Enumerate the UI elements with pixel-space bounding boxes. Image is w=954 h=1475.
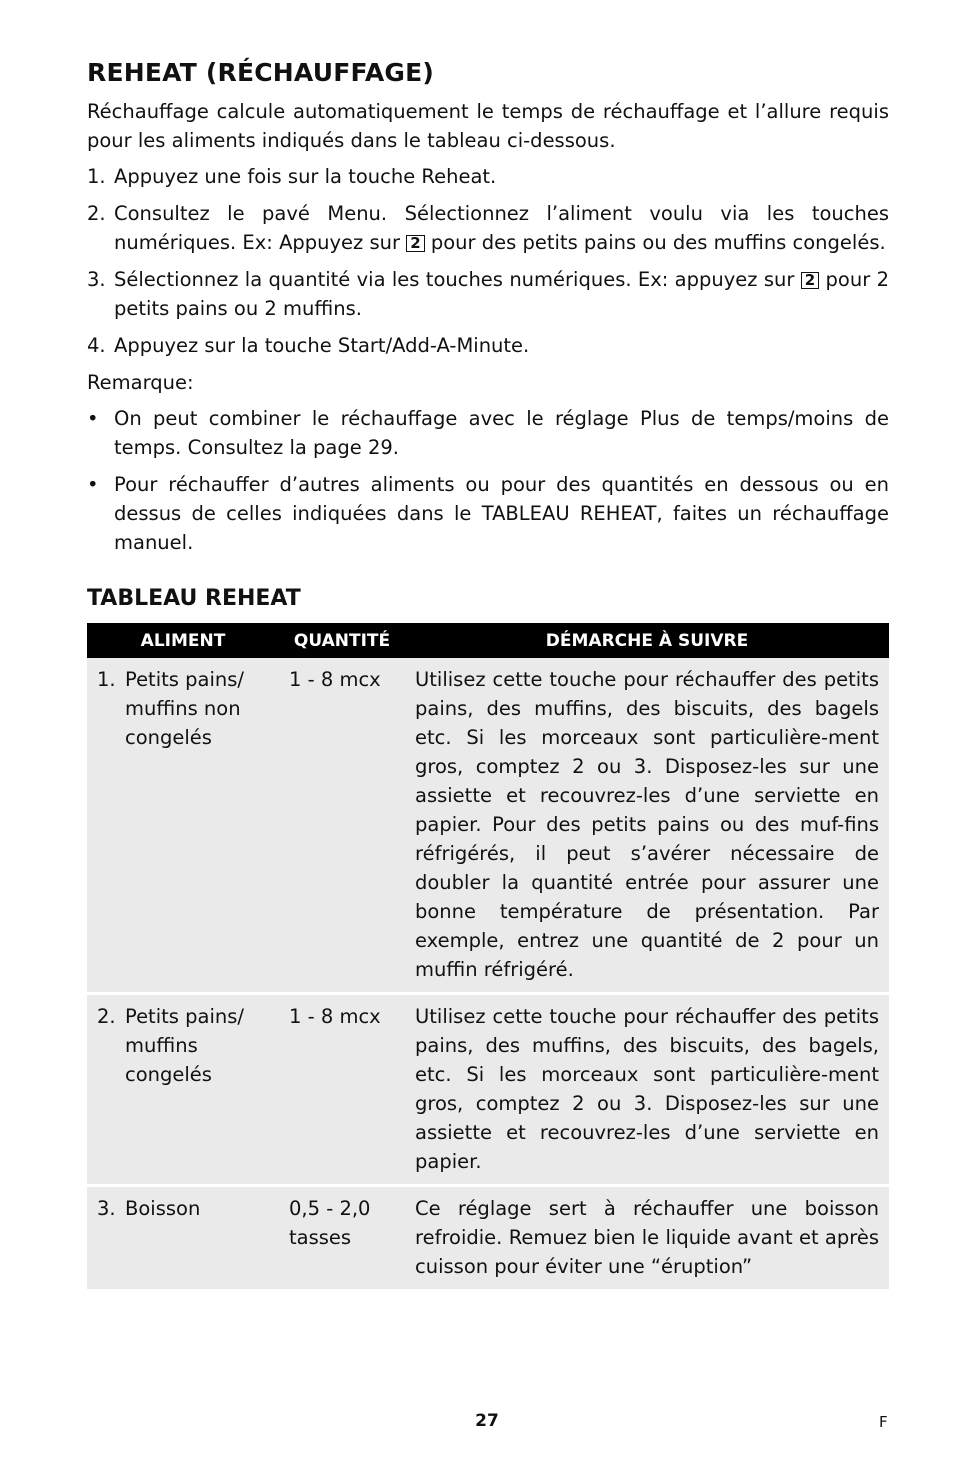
desc-cell: Utilisez cette touche pour réchauffer des petits pains, des muffins, des biscuits, des bagels etc. Si les morceaux sont particulière-ment gros, comptez 2 ou 3. Disposez-les sur une assiette et recouvrez-les d’une serviette en papier. Pour des petits pains ou des muf-fins réfrigérés, il peut s’avérer nécessaire de doubler la quantité entrée pour assurer une bonne température de présentation. Par exemple, entrez une quantité de 2 pour un muffin réfrigéré.: [405, 658, 889, 994]
qty-cell: 0,5 - 2,0 tasses: [279, 1186, 405, 1290]
step-3: [87, 265, 889, 323]
table-header-row: [87, 623, 889, 658]
food-cell: [87, 994, 279, 1186]
header-qty: QUANTITÉ: [279, 623, 405, 658]
page-title: REHEAT (RÉCHAUFFAGE): [87, 58, 435, 87]
bullet-icon: •: [87, 407, 99, 430]
note-text: On peut combiner le réchauffage avec le réglage Plus de temps/moins de temps. Consultez la page 29.: [114, 407, 889, 459]
manual-page: [87, 58, 889, 1289]
table-row: [87, 1186, 889, 1290]
row-number: 2.: [97, 1005, 116, 1028]
food-name: Petits pains/ muffins congelés: [125, 1005, 244, 1086]
step-text: Appuyez une fois sur la touche Reheat.: [114, 165, 497, 188]
page-number: 27: [475, 1411, 499, 1431]
step-number: 3.: [87, 268, 106, 291]
step-number: 4.: [87, 334, 106, 357]
step-2: [87, 199, 889, 257]
remark-label: Remarque:: [87, 371, 194, 394]
table-row: [87, 994, 889, 1186]
row-number: 3.: [97, 1197, 116, 1220]
table-title: TABLEAU REHEAT: [87, 586, 301, 611]
step-1: [87, 162, 889, 191]
bullet-icon: •: [87, 473, 99, 496]
header-food: ALIMENT: [87, 623, 279, 658]
step-text-pre: Sélectionnez la quantité via les touches numériques. Ex: appuyez sur: [114, 268, 801, 291]
food-cell: [87, 658, 279, 994]
qty-cell: 1 - 8 mcx: [279, 658, 405, 994]
food-cell: [87, 1186, 279, 1290]
step-text: Appuyez sur la touche Start/Add-A-Minute.: [114, 334, 530, 357]
header-steps: DÉMARCHE À SUIVRE: [405, 623, 889, 658]
note-2: [87, 470, 889, 557]
step-4: [87, 331, 889, 360]
step-text-post: pour des petits pains ou des muffins congelés.: [424, 231, 886, 254]
qty-cell: 1 - 8 mcx: [279, 994, 405, 1186]
note-text: Pour réchauffer d’autres aliments ou pour des quantités en dessous ou en dessus de celles indiquées dans le TABLEAU REHEAT, faites un réchauffage manuel.: [114, 473, 889, 554]
key-2-icon: 2: [406, 235, 424, 252]
table-row: [87, 658, 889, 994]
step-text-pre: Consultez le pavé Menu. Sélectionnez l’aliment voulu via les touches numériques. Ex: Appuyez sur: [114, 202, 889, 254]
reheat-table: [87, 623, 889, 1289]
desc-cell: Ce réglage sert à réchauffer une boisson refroidie. Remuez bien le liquide avant et après cuisson pour éviter une “éruption”: [405, 1186, 889, 1290]
step-number: 1.: [87, 165, 106, 188]
row-number: 1.: [97, 668, 116, 691]
food-name: Boisson: [125, 1197, 201, 1220]
steps-list: [87, 162, 889, 360]
intro-paragraph: Réchauffage calcule automatiquement le temps de réchauffage et l’allure requis pour les aliments indiqués dans le tableau ci-dessous.: [87, 100, 889, 152]
desc-cell: Utilisez cette touche pour réchauffer des petits pains, des muffins, des biscuits, des bagels, etc. Si les morceaux sont particulière-ment gros, comptez 2 ou 3. Disposez-les sur une assiette et recouvrez-les d’une serviette en papier.: [405, 994, 889, 1186]
note-1: [87, 404, 889, 462]
step-text-post: pour 2 petits pains ou 2 muffins.: [114, 268, 889, 320]
language-marker: F: [879, 1413, 888, 1431]
key-2-icon: 2: [801, 272, 819, 289]
notes-list: [87, 404, 889, 557]
step-number: 2.: [87, 202, 106, 225]
food-name: Petits pains/ muffins non congelés: [125, 668, 244, 749]
